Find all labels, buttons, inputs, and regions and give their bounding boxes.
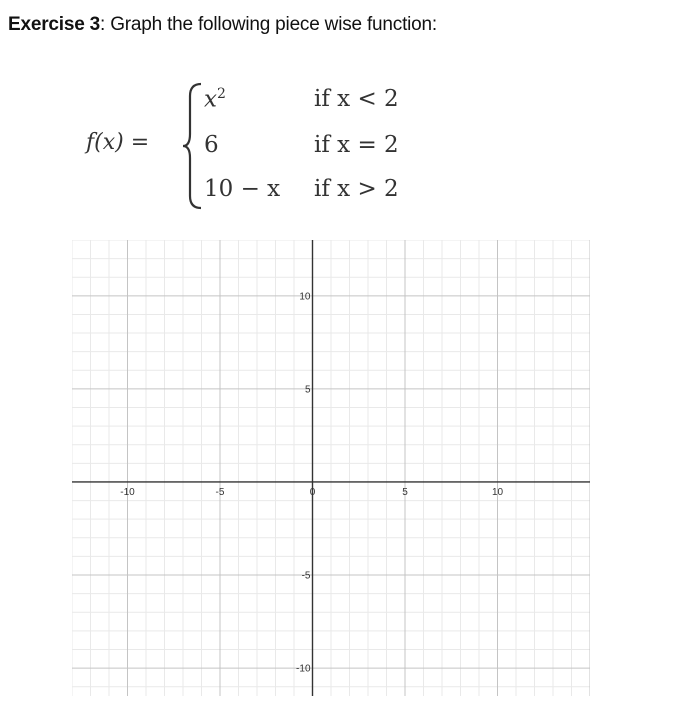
function-lhs: f(x) =: [86, 130, 150, 155]
y-tick-label: -5: [301, 570, 311, 582]
exercise-heading: [8, 14, 437, 36]
coordinate-grid: [72, 240, 590, 696]
piece-1-expression: $x^2$: [204, 86, 226, 113]
piece-2-condition: if x = 2: [314, 132, 399, 158]
piece-2-expression: 6: [204, 132, 219, 158]
y-tick-label: -10: [296, 663, 311, 675]
x-tick-label: -10: [120, 486, 135, 498]
piece-3-expression: 10 − x: [204, 176, 281, 202]
y-tick-label: 5: [304, 384, 311, 396]
piecewise-function: [86, 80, 446, 215]
x-tick-label: 10: [491, 486, 504, 498]
left-brace-icon: [181, 82, 203, 210]
x-tick-label: 0: [309, 486, 316, 498]
piece-1-condition: if x < 2: [314, 86, 399, 112]
exercise-instruction: : Graph the following piece wise function:: [100, 14, 437, 35]
x-tick-label: 5: [402, 486, 408, 498]
x-tick-label: -5: [215, 486, 225, 498]
exercise-label: Exercise 3: [8, 14, 101, 35]
y-tick-label: 10: [299, 291, 311, 303]
piece-3-condition: if x > 2: [314, 176, 399, 202]
